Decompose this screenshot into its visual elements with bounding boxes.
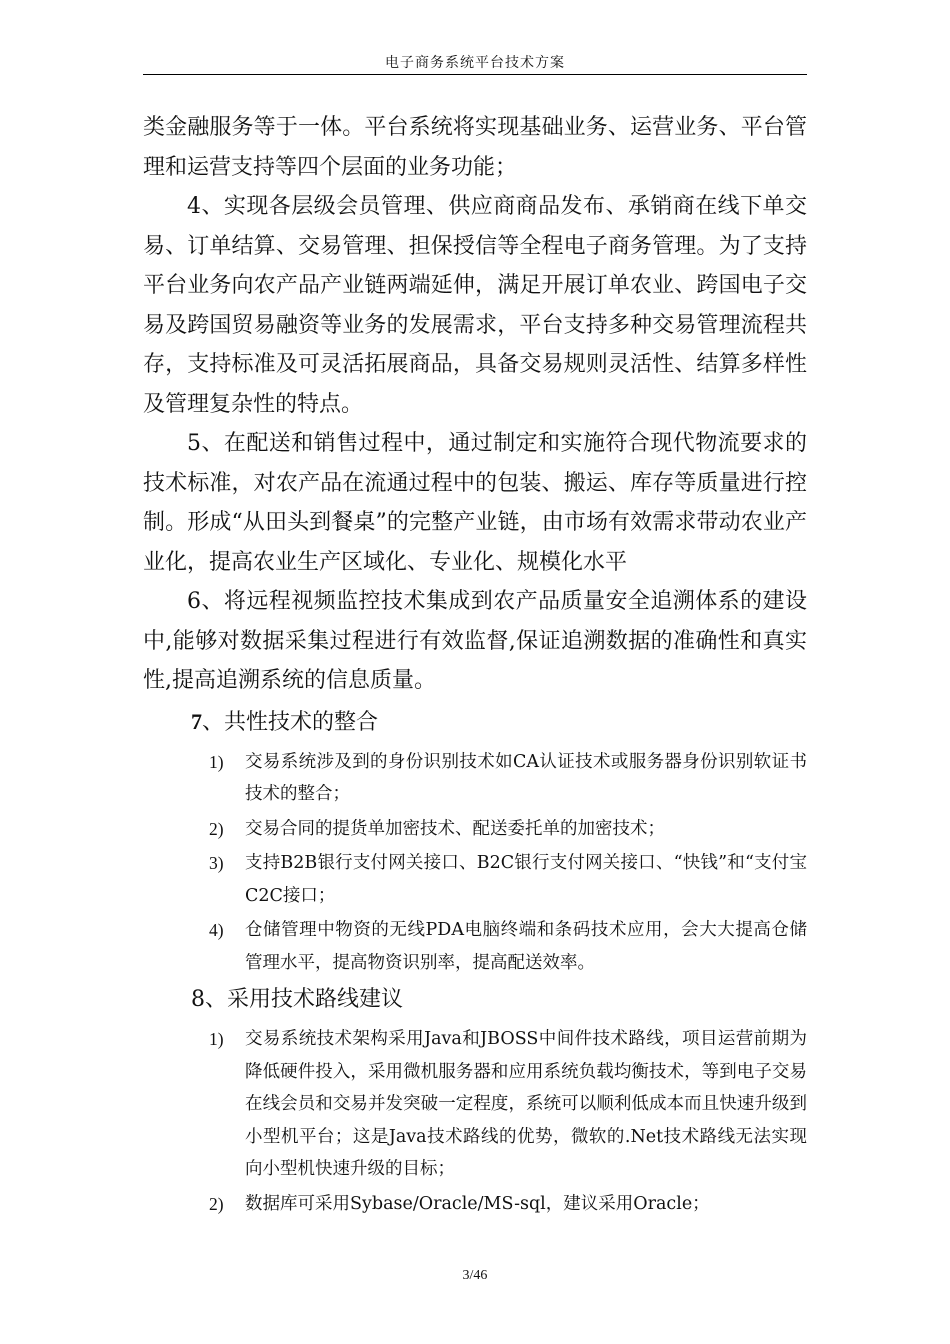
list-item-number: 2) <box>209 818 224 839</box>
list-item <box>143 1023 807 1186</box>
paragraph-item-6: 6、将远程视频监控技术集成到农产品质量安全追溯体系的建设中,能够对数据采集过程进行有效监督,保证追溯数据的准确性和真实性,提高追溯系统的信息质量。 <box>143 589 807 693</box>
section-8-list <box>143 1023 807 1220</box>
list-item-number: 4) <box>209 920 224 940</box>
list-item-number: 2) <box>209 1193 224 1214</box>
section-7-number: 7 <box>191 708 202 734</box>
list-item <box>143 746 807 811</box>
list-item-text: 支持B2B银行支付网关接口、B2C银行支付网关接口、“快钱”和“支付宝C2C接口； <box>245 853 807 906</box>
list-item <box>143 813 807 846</box>
section-7-list <box>143 746 807 980</box>
page-header-title: 电子商务系统平台技术方案 <box>385 55 565 71</box>
list-item-number: 1) <box>209 751 224 772</box>
list-item <box>143 847 807 912</box>
paragraph-item-5: 5、在配送和销售过程中，通过制定和实施符合现代物流要求的技术标准，对农产品在流通过程中的包装、搬运、库存等质量进行控制。形成“从田头到餐桌”的完整产业链，由市场有效需求带动农业产业化，提高农业生产区域化、专业化、规模化水平 <box>143 431 807 575</box>
paragraph-item-4: 4、实现各层级会员管理、供应商商品发布、承销商在线下单交易、订单结算、交易管理、担保授信等全程电子商务管理。为了支持平台业务向农产品产业链两端延伸，满足开展订单农业、跨国电子交易及跨国贸易融资等业务的发展需求，平台支持多种交易管理流程共存，支持标准及可灵活拓展商品，具备交易规则灵活性、结算多样性及管理复杂性的特点。 <box>143 194 807 417</box>
section-7-title: 、共性技术的整合 <box>202 709 379 735</box>
list-item-text: 交易合同的提货单加密技术、配送委托单的加密技术； <box>245 818 665 839</box>
page-number: 3/46 <box>462 1268 488 1283</box>
list-item-text: 数据库可采用Sybase/Oracle/MS-sql，建议采用Oracle； <box>245 1193 710 1214</box>
list-item-text: 交易系统技术架构采用Java和JBOSS中间件技术路线，项目运营前期为降低硬件投入，采用微机服务器和应用系统负载均衡技术，等到电子交易在线会员和交易并发突破一定程度，系统可以顺利低成本而且快速升级到小型机平台；这是Java技术路线的优势，微软的.Net技术路线无法实现向小型机快速升级的目标； <box>245 1029 807 1179</box>
paragraph-continued: 类金融服务等于一体。平台系统将实现基础业务、运营业务、平台管理和运营支持等四个层面的业务功能； <box>143 115 807 180</box>
header-rule <box>143 74 807 75</box>
list-item <box>143 1188 807 1221</box>
list-item-text: 交易系统涉及到的身份识别技术如CA认证技术或服务器身份识别软证书技术的整合； <box>245 751 807 804</box>
list-item-number: 1) <box>209 1029 224 1049</box>
document-body <box>143 108 807 1222</box>
list-item-text: 仓储管理中物资的无线PDA电脑终端和条码技术应用，会大大提高仓储管理水平，提高物资识别率，提高配送效率。 <box>245 920 807 973</box>
section-8-heading: 8、采用技术路线建议 <box>191 987 403 1012</box>
list-item-number: 3) <box>209 853 224 873</box>
section-7-heading <box>143 703 807 742</box>
list-item <box>143 914 807 979</box>
